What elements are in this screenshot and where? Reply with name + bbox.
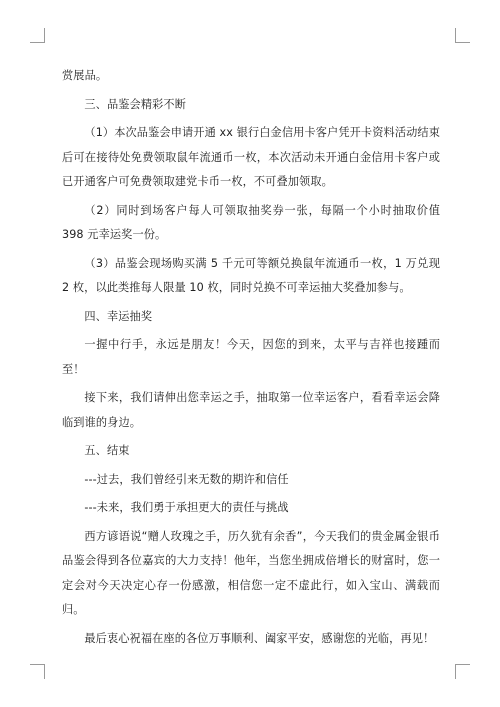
paragraph-closing: 最后衷心祝福在座的各位万事顺利、阖家平安，感谢您的光临，再见！	[84, 631, 435, 645]
crop-mark-bottom-left	[30, 664, 45, 679]
crop-mark-top-left	[30, 28, 45, 43]
paragraph-draw: 接下来，我们请伸出您幸运之手，抽取第一位幸运客户，看看幸运会降临到谁的身边。	[62, 391, 440, 429]
paragraph-proverb: 西方谚语说“赠人玫瑰之手，历久犹有余香”，今天我们的贵金属金银币品鉴会得到各位嘉宾的大力支持！他年，当您坐拥成倍增长的财富时，您一定会对今天决定心存一份感激，相信您一定不虚此行，如入宝山、满载而归。	[62, 529, 440, 616]
paragraph-continuation: 赏展品。	[62, 69, 108, 82]
paragraph-item-2: （2）同时到场客户每人可领取抽奖券一张，每隔一个小时抽取价值 398 元幸运奖一份。	[62, 203, 440, 241]
section-heading-5: 五、结束	[84, 444, 130, 457]
section-heading-3: 三、品鉴会精彩不断	[84, 97, 186, 111]
paragraph-past: ---过去，我们曾经引来无数的期许和信任	[84, 472, 289, 486]
paragraph-future: ---未来，我们勇于承担更大的责任与挑战	[84, 501, 289, 514]
crop-mark-bottom-right	[455, 664, 470, 679]
document-body	[62, 64, 440, 655]
section-heading-4: 四、幸运抽奖	[84, 309, 153, 323]
crop-mark-top-right	[455, 28, 470, 43]
paragraph-item-1: （1）本次品鉴会申请开通 xx 银行白金信用卡客户凭开卡资料活动结束后可在接待处免费领取鼠年流通币一枚，本次活动未开通白金信用卡客户或已开通客户可免费领取建党卡币一枚，不可叠加领取。	[62, 126, 440, 188]
paragraph-welcome: 一握中行手，永远是朋友！今天，因您的到来，太平与吉祥也接踵而至！	[62, 338, 440, 376]
paragraph-item-3: （3）品鉴会现场购买满 5 千元可等额兑换鼠年流通币一枚，1 万兑现 2 枚，以此类推每人限量 10 枚，同时兑换不可幸运抽大奖叠加参与。	[62, 256, 440, 294]
